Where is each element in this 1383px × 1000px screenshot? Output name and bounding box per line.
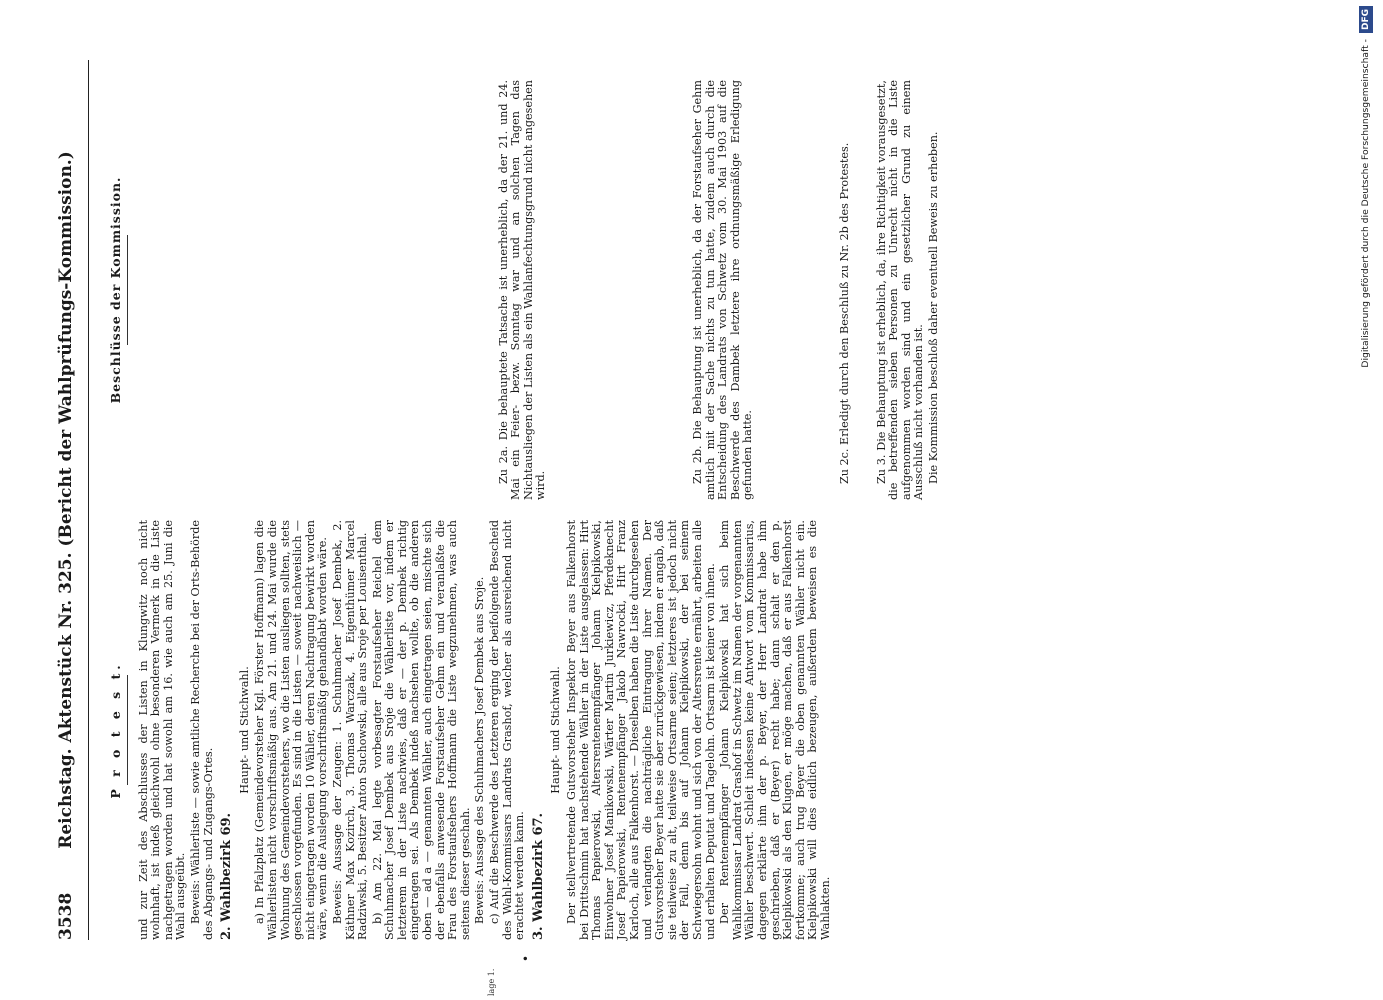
heading-underline <box>127 675 128 785</box>
dfg-logo: DFG <box>1359 6 1373 33</box>
heading-underline <box>127 235 128 345</box>
spacer <box>670 80 692 500</box>
spacer <box>610 80 670 500</box>
resolutions-heading: Beschlüsse der Kommission. <box>108 176 123 404</box>
digitization-credit <box>1357 6 1375 996</box>
spacer <box>138 80 198 500</box>
section-3-subtitle: Haupt- und Stichwahl. <box>549 666 563 794</box>
spacer <box>198 80 258 500</box>
page-title: Reichstag. Aktenstück Nr. 325. (Bericht der Wahlprüfungs-Kommission.) <box>56 151 76 849</box>
protest-paragraph: a) In Pfalzplatz (Gemeindevorsteher Kgl. Förster Hoffmann) lagen die Wählerlisten nicht vorschriftsmäßig aus. Am 21. und 24. Mai wurde die Wohnung des Gemeindevorstehers, wo die Listen ausliegen sollten, stets geschlossen vorgefunden. Es sind in die Listen — soweit nachweislich — nicht eingetragen worden 10 Wähler, deren Nachtragung bewirkt worden wäre, wenn die Auslegung vorschriftsmäßig gehandhabt worden wäre. <box>253 520 330 940</box>
margin-note: lage 1. <box>487 968 496 996</box>
section-3-title: 3. Wahlbezirk 67. <box>530 812 546 940</box>
resolution-2b: Zu 2b. Die Behauptung ist unerheblich, da der Forstaufseher Gehm amtlich mit der Sache nichts zu tun hatte, zudem auch durch die Entscheidung des Landrats von Schwetz vom 30. Mai 1903 auf die Beschwerde des Dambek letztere ihre ordnungsmäßige Erledigung gefunden hatte. <box>690 80 755 500</box>
section-2-title: 2. Wahlbezirk 69. <box>219 812 235 940</box>
page-number: 3538 <box>56 892 76 940</box>
resolution-3: Zu 3. Die Behauptung ist erheblich, da, ihre Richtigkeit vorausgesetzt, die betreffenden sieben Personen zu Unrecht nicht in die Liste aufgenommen worden sind und ein gesetzlicher Grund zu einem Ausschluß nicht vorhanden ist. <box>874 80 926 500</box>
credit-text: Digitalisierung gefördert durch die Deutsche Forschungsgemeinschaft - <box>1360 39 1371 368</box>
spacer <box>378 80 438 500</box>
resolution-3-decision: Die Kommission beschloß daher eventuell Beweis zu erheben. <box>926 131 940 484</box>
protest-paragraph: Beweis: Aussage des Schuhmachers Josef Dembek aus Sroje. <box>473 576 487 924</box>
protest-paragraph: Der Rentenempfänger Johann Kielpikowski hat sich beim Wahlkommissar Landrat Grashof in Schwetz im Namen der vorgenannten Wähler beschwert. Schleit indessen keine Antwort vom Kommissarius, dagegen erklärte ihm der p. Beyer, der Herr Landrat habe ihm geschrieben, daß er (Beyer) recht habe; dann schalt er den p. Kielpikowski als den Klugen, er möge machen, daß er aus Falkenhorst fortkomme; auch trug Beyer die oben genannten Wähler nicht ein. Kielpikowski will dies eidlich bezeugen, außerdem beweisen es die Wahlakten. <box>718 520 832 940</box>
section-2-subtitle: Haupt- und Stichwahl. <box>237 666 251 794</box>
protest-paragraph: b) Am 22. Mai legte vorbesagter Forstaufseher Reichel dem Schuhmacher Josef Dembek aus Sroje die Wählerliste vor, indem er letzterem in der Liste nachwies, daß er — der p. Dembek richtig eingetragen sei. Als Dembek indeß nachsehen wollte, ob die anderen oben — ad a — genannten Wähler, auch eingetragen seien, mischte sich der ebenfalls anwesende Forstaufseher Gehm ein und veranlaßte die Frau des Forstaufsehers Hoffmann die Liste wegzunehmen, was auch seitens dieser geschah. <box>370 520 472 940</box>
spacer <box>817 80 839 500</box>
protest-paragraph: und zur Zeit des Abschlusses der Listen in Klungwitz noch nicht wohnhaft, ist indeß gleichwohl ohne besonderen Vermerk in die Liste nachgetragen worden und hat sowohl am 16. wie auch am 25. Juni die Wahl ausgeübt. <box>136 520 188 940</box>
resolutions-column <box>100 80 943 500</box>
spacer <box>550 80 610 500</box>
spacer <box>258 80 318 500</box>
spacer <box>757 80 817 500</box>
protest-paragraph: Beweis: Wählerliste — sowie amtliche Recherche bei der Orts-Behörde des Abgangs- und Zugangs-Ortes. <box>188 520 215 940</box>
spacer <box>438 80 498 500</box>
resolution-2c: Zu 2c. Erledigt durch den Beschluß zu Nr. 2b des Protestes. <box>837 142 851 484</box>
protest-paragraph: Der stellvertretende Gutsvorsteher Inspektor Beyer aus Falkenhorst bei Drittschmin hat nachstehende Wähler in der Liste ausgelassen: Hirt Thomas Papierowski, Altersrentenempfänger Johann Kielpikowski, Einwohner Josef Manikowski, Wärter Martin Jurkiewicz, Pferdeknecht Josef Papierowski, Rentenempfänger Jakob Nawrocki, Hirt Franz Karloch, alle aus Falkenhorst. — Dieselben haben die Liste durchgesehen und verlangten die nachträgliche Eintragung ihrer Namen. Der Gutsvorsteher Beyer hatte sie aber zurückgewiesen, indem er angab, daß sie teilweise zu alt, teilweise Ortsarme seien; letzteres ist jedoch nicht der Fall, denn bis auf Johann Kielpikowski, der bei seinem Schwiegersohn wohnt und sich von der Altersrente ernährt, arbeiten alle und erhalten Deputat und Tagelohn. Ortsarm ist keiner von ihnen. <box>565 520 717 940</box>
spacer <box>854 80 876 500</box>
protest-heading: P r o t e s t. <box>108 661 123 799</box>
protest-paragraph: c) Auf die Beschwerde des Letzteren erging der beifolgende Bescheid des Wahl-Kommissars Landrats Grashof, welcher als ausreichend nicht erachtet werden kann. <box>488 520 527 940</box>
protest-paragraph: Beweis: Aussage der Zeugen: 1. Schuhmacher Josef Dembek, 2. Käthner Max Kozirch, 3. Thomas Warczak, 4. Eigenthümer Marcel Radziwski, 5. Besitzer Anton Suchowski, alle aus Sroje per Louisenthal. <box>330 520 370 940</box>
margin-dot: • <box>519 954 533 962</box>
spacer <box>318 80 378 500</box>
page-header <box>58 60 82 940</box>
protest-column <box>100 520 834 940</box>
document-page <box>50 60 1380 996</box>
header-rule <box>88 60 89 940</box>
resolution-2a: Zu 2a. Die behauptete Tatsache ist unerheblich, da der 21. und 24. Mai ein Feier- bezw. Sonntag war und an solchen Tagen das Nichtausliegen der Listen als ein Wahlanfechtungsgrund nicht angesehen wird. <box>496 80 548 500</box>
